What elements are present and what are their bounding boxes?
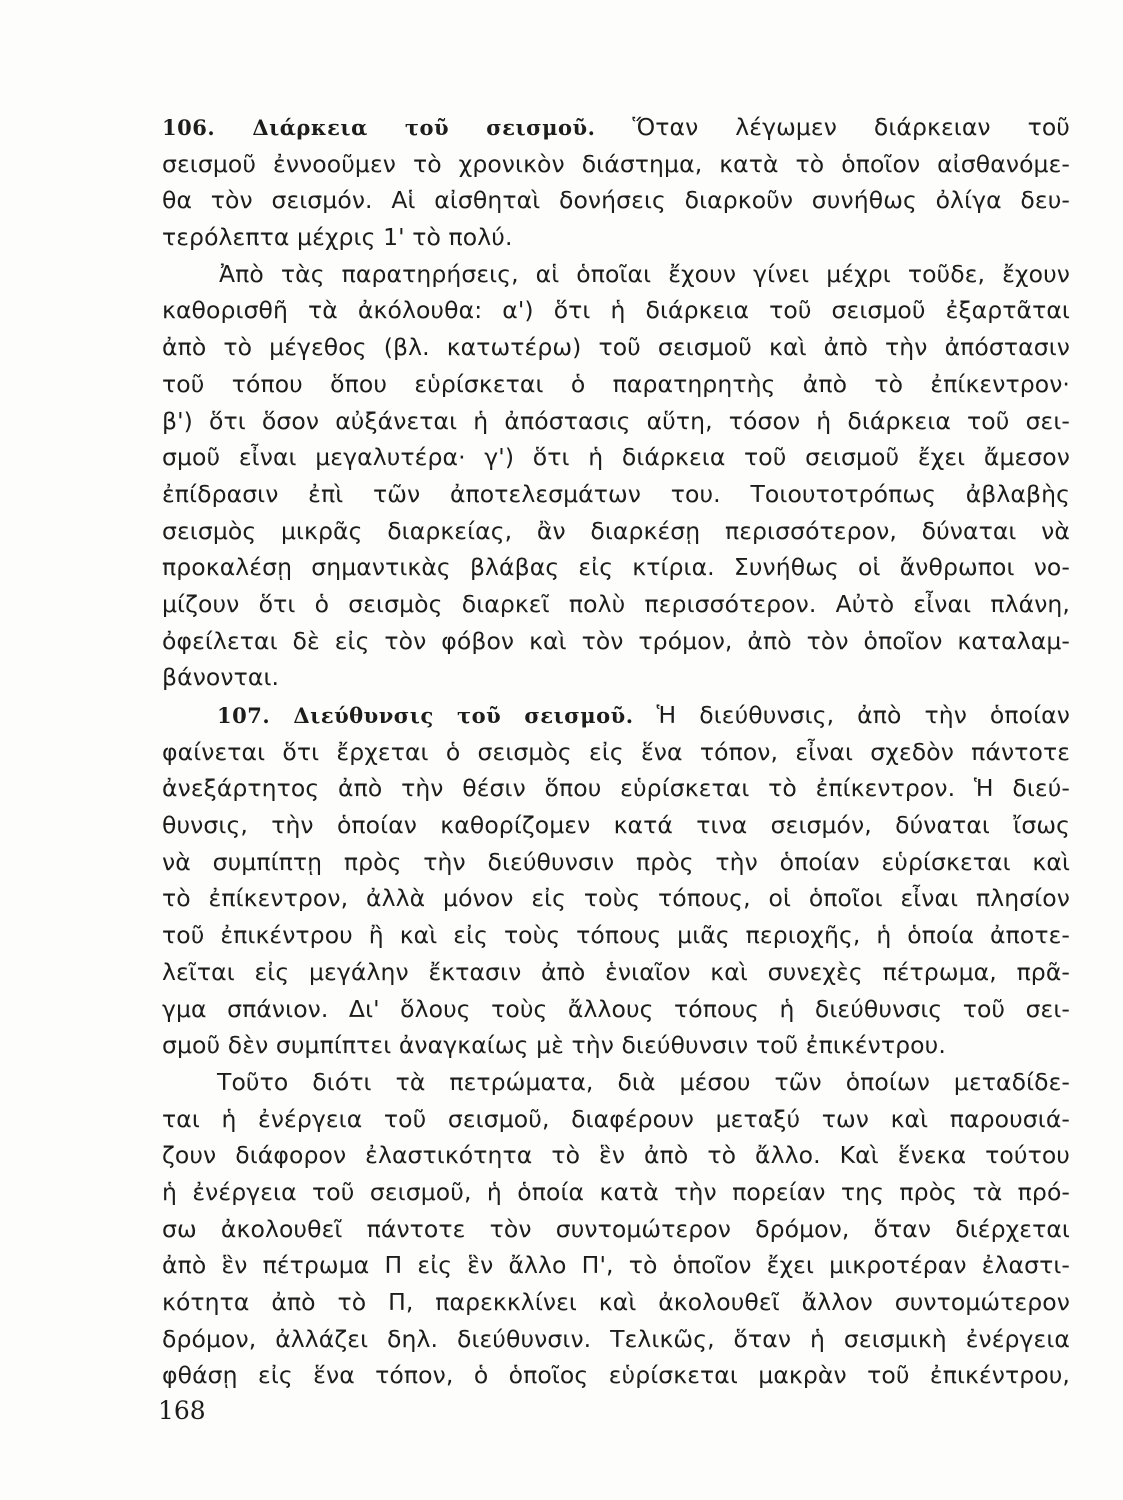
section-107-heading: 107. Διεύθυνσις τοῦ σεισμοῦ.: [217, 703, 634, 728]
text-line: ἀνεξάρτητος ἀπὸ τὴν θέσιν ὅπου εὑρίσκεται τὸ ἐπίκεντρον. Ἡ διεύ-: [162, 774, 1070, 803]
section-107-text: Ἡ διεύθυνσις, ἀπὸ τὴν ὁποίαν: [656, 701, 1070, 729]
paragraph-first-line: Τοῦτο διότι τὰ πετρώματα, διὰ μέσου τῶν ὁποίων μεταδίδε-: [217, 1067, 1070, 1096]
text-line: βάνονται.: [162, 663, 280, 692]
section-107-line-1: [162, 697, 1070, 734]
text-line: τοῦ ἐπικέντρου ἢ καὶ εἰς τοὺς τόπους μιᾶς περιοχῆς, ἡ ὁποία ἀποτε-: [162, 921, 1070, 950]
section-106-heading: 106. Διάρκεια τοῦ σεισμοῦ.: [162, 115, 596, 140]
text-line: κότητα ἀπὸ τὸ Π, παρεκκλίνει καὶ ἀκολουθεῖ ἄλλον συντομώτερον: [162, 1288, 1070, 1316]
text-line: ἀπὸ ἓν πέτρωμα Π εἰς ἓν ἄλλο Π', τὸ ὁποῖον ἔχει μικροτέραν ἐλαστι-: [162, 1251, 1070, 1280]
text-line: τοῦ τόπου ὅπου εὑρίσκεται ὁ παρατηρητὴς ἀπὸ τὸ ἐπίκεντρον·: [162, 369, 1070, 398]
text-line: σω ἀκολουθεῖ πάντοτε τὸν συντομώτερον δρόμον, ὅταν διέρχεται: [162, 1214, 1070, 1243]
text-line: ται ἡ ἐνέργεια τοῦ σεισμοῦ, διαφέρουν μεταξύ των καὶ παρουσιά-: [162, 1104, 1070, 1133]
section-106: [162, 109, 1070, 696]
text-line: νὰ συμπίπτῃ πρὸς τὴν διεύθυνσιν πρὸς τὴν ὁποίαν εὑρίσκεται καὶ: [162, 847, 1070, 876]
text-line: καθορισθῆ τὰ ἀκόλουθα: α') ὅτι ἡ διάρκεια τοῦ σεισμοῦ ἐξαρτᾶται: [162, 296, 1070, 325]
section-106-line-1: [162, 109, 1070, 146]
section-107: [162, 697, 1070, 1394]
text-line: λεῖται εἰς μεγάλην ἔκτασιν ἀπὸ ἑνιαῖον καὶ συνεχὲς πέτρωμα, πρᾶ-: [162, 957, 1070, 986]
text-line: ἡ ἐνέργεια τοῦ σεισμοῦ, ἡ ὁποία κατὰ τὴν πορείαν της πρὸς τὰ πρό-: [162, 1177, 1070, 1206]
section-106-text: Ὅταν λέγωμεν διάρκειαν τοῦ: [632, 113, 1070, 141]
page-number: 168: [158, 1396, 206, 1425]
text-line: θα τὸν σεισμόν. Αἱ αἰσθηταὶ δονήσεις διαρκοῦν συνήθως ὀλίγα δευ-: [162, 186, 1070, 215]
text-line: φαίνεται ὅτι ἔρχεται ὁ σεισμὸς εἰς ἕνα τόπον, εἶναι σχεδὸν πάντοτε: [162, 737, 1070, 766]
paragraph-first-line: Ἀπὸ τὰς παρατηρήσεις, αἱ ὁποῖαι ἔχουν γίνει μέχρι τοῦδε, ἔχουν: [219, 259, 1070, 288]
text-line: ὀφείλεται δὲ εἰς τὸν φόβον καὶ τὸν τρόμον, ἀπὸ τὸν ὁποῖον καταλαμ-: [162, 626, 1070, 655]
text-line: ζουν διάφορον ἐλαστικότητα τὸ ἓν ἀπὸ τὸ ἄλλο. Καὶ ἕνεκα τούτου: [162, 1141, 1070, 1170]
text-line: γμα σπάνιον. Δι' ὅλους τοὺς ἄλλους τόπους ἡ διεύθυνσις τοῦ σει-: [162, 994, 1070, 1023]
text-line: τὸ ἐπίκεντρον, ἀλλὰ μόνον εἰς τοὺς τόπους, οἱ ὁποῖοι εἶναι πλησίον: [162, 884, 1070, 913]
text-line: σμοῦ δὲν συμπίπτει ἀναγκαίως μὲ τὴν διεύθυνσιν τοῦ ἐπικέντρου.: [162, 1031, 946, 1060]
text-line: ἐπίδρασιν ἐπὶ τῶν ἀποτελεσμάτων του. Τοιουτοτρόπως ἀβλαβὴς: [162, 479, 1070, 508]
text-line: φθάσῃ εἰς ἕνα τόπον, ὁ ὁποῖος εὑρίσκεται μακρὰν τοῦ ἐπικέντρου,: [162, 1361, 1070, 1390]
text-line: ἀπὸ τὸ μέγεθος (βλ. κατωτέρω) τοῦ σεισμοῦ καὶ ἀπὸ τὴν ἀπόστασιν: [162, 333, 1070, 362]
text-line: σεισμὸς μικρᾶς διαρκείας, ἂν διαρκέσῃ περισσότερον, δύναται νὰ: [162, 516, 1070, 545]
text-line: προκαλέσῃ σημαντικὰς βλάβας εἰς κτίρια. Συνήθως οἱ ἄνθρωποι νο-: [162, 553, 1070, 582]
text-line: μίζουν ὅτι ὁ σεισμὸς διαρκεῖ πολὺ περισσότερον. Αὐτὸ εἶναι πλάνη,: [162, 589, 1070, 618]
text-line: δρόμον, ἀλλάζει δηλ. διεύθυνσιν. Τελικῶς, ὅταν ἡ σεισμικὴ ἐνέργεια: [162, 1324, 1070, 1353]
text-line: β') ὅτι ὅσον αὐξάνεται ἡ ἀπόστασις αὕτη, τόσον ἡ διάρκεια τοῦ σει-: [162, 406, 1070, 435]
text-line: θυνσις, τὴν ὁποίαν καθορίζομεν κατά τινα σεισμόν, δύναται ἴσως: [162, 811, 1070, 840]
text-line: τερόλεπτα μέχρις 1' τὸ πολύ.: [162, 223, 513, 252]
text-line: σεισμοῦ ἐννοοῦμεν τὸ χρονικὸν διάστημα, κατὰ τὸ ὁποῖον αἰσθανόμε-: [162, 149, 1070, 178]
text-line: σμοῦ εἶναι μεγαλυτέρα· γ') ὅτι ἡ διάρκεια τοῦ σεισμοῦ ἔχει ἄμεσον: [162, 443, 1070, 472]
